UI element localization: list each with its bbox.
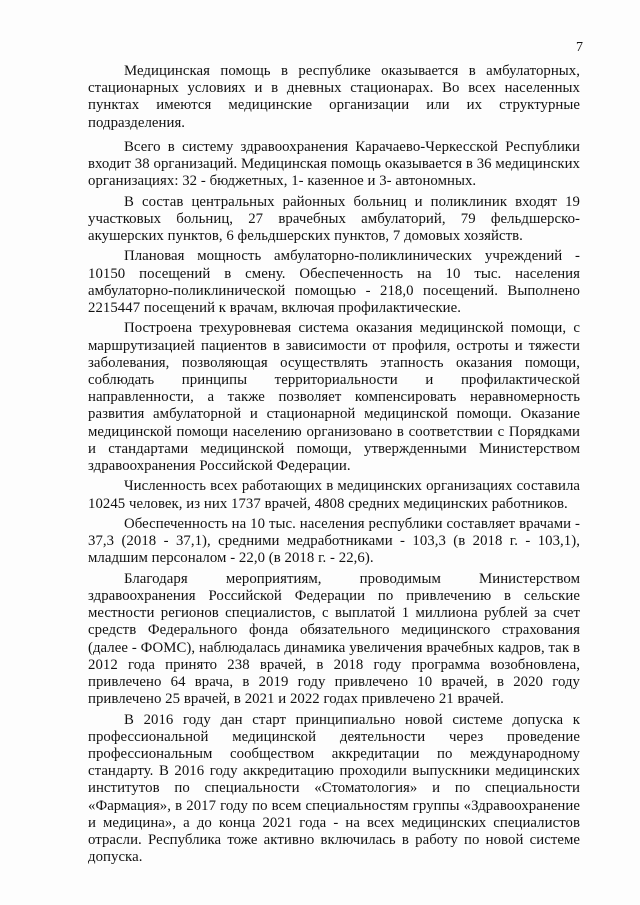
- body-text: [88, 63, 580, 870]
- paragraph-three-level-system: Построена трехуровневая система оказания медицинской помощи, с маршрутизацией пациентов в зависимости от профиля, остроты и тяжести заболевания, позволяющая осуществлять этапность оказания помощи, соблюдать принципы территориальности и профилактической направленности, а также позволяет компенсировать неравномерность развития амбулаторной и стационарной медицинской помощи. Оказание медицинской помощи населению организовано в соответствии с Порядками и стандартами медицинской помощи, утвержденными Министерством здравоохранения Российской Федерации.: [88, 320, 580, 475]
- paragraph-organizations-count: Всего в систему здравоохранения Карачаево-Черкесской Республики входит 38 организаций. Медицинская помощь оказывается в 36 медицинских организациях: 32 - бюджетных, 1- казенное и 3- автономных.: [88, 138, 580, 190]
- paragraph-hospital-structure: В состав центральных районных больниц и поликлиник входят 19 участковых больниц, 27 врачебных амбулаторий, 79 фельдшерско-акушерских пунктов, 6 фельдшерских пунктов, 7 домовых хозяйств.: [88, 193, 580, 245]
- page-number: 7: [576, 40, 583, 55]
- paragraph-capacity: Плановая мощность амбулаторно-поликлинических учреждений - 10150 посещений в смену. Обеспеченность на 10 тыс. населения амбулаторно-поликлинической помощью - 218,0 посещений. Выполнено 2215447 посещений к врачам, включая профилактические.: [88, 248, 580, 317]
- paragraph-staff-count: Численность всех работающих в медицинских организациях составила 10245 человек, из них 1737 врачей, 4808 средних медицинских работников.: [88, 478, 580, 512]
- paragraph-staff-provision: Обеспеченность на 10 тыс. населения республики составляет врачами - 37,3 (2018 - 37,1), средними медработниками - 103,3 (в 2018 г. - 103,1), младшим персоналом - 22,0 (в 2018 г. - 22,6).: [88, 516, 580, 567]
- paragraph-outpatient-care: Медицинская помощь в республике оказывается в амбулаторных, стационарных условиях и в дневных стационарах. Во всех населенных пунктах имеются медицинские организации или их структурные подразделения.: [88, 63, 580, 131]
- paragraph-rural-doctors: Благодаря мероприятиям, проводимым Министерством здравоохранения Российской Федерации по привлечению в сельские местности регионов специалистов, с выплатой 1 миллиона рублей за счет средств Федерального фонда обязательного медицинского страхования (далее - ФОМС), наблюдалась динамика увеличения врачебных кадров, так в 2012 года принято 238 врачей, в 2018 году программа возобновлена, привлечено 64 врача, в 2019 году привлечено 10 врачей, в 2020 году привлечено 25 врачей, в 2021 и 2022 годах привлечено 21 врачей.: [88, 570, 580, 708]
- paragraph-accreditation: В 2016 году дан старт принципиально новой системе допуска к профессиональной медицинской деятельности через проведение профессиональным сообществом аккредитации по международному стандарту. В 2016 году аккредитацию проходили выпускники медицинских институтов по специальности «Стоматология» и по специальности «Фармация», в 2017 году по всем специальностям группы «Здравоохранение и медицина», а до конца 2021 года - на всех медицинских специалистов отрасли. Республика тоже активно включилась в работу по новой системе допуска.: [88, 711, 580, 866]
